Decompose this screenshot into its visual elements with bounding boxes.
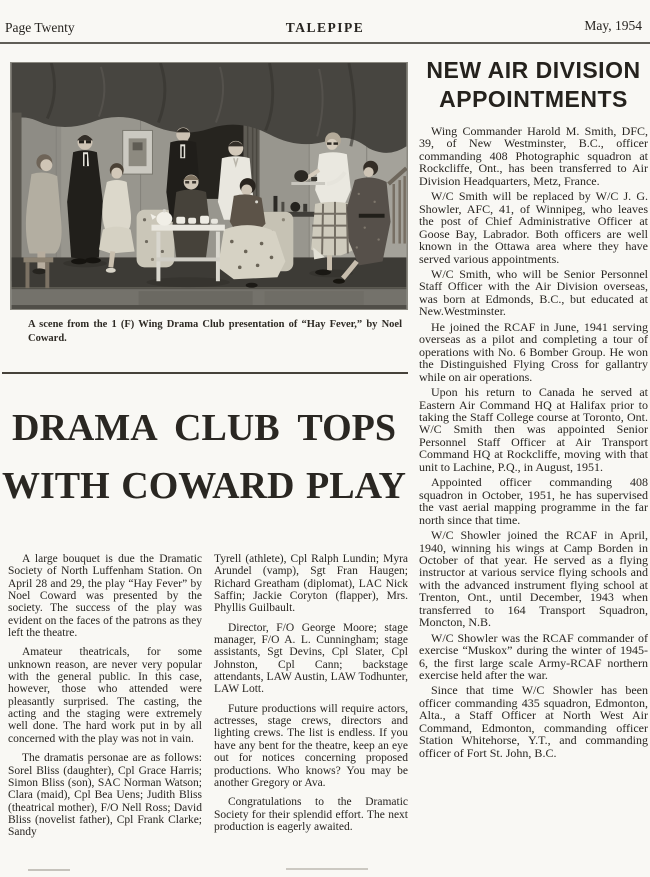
air-paragraph-1: Wing Commander Harold M. Smith, DFC, 39, of New Westminster, B.C., officer commanding 408 Photographic squadron at Rockcliffe, Ont., has been transferred to Air Division Headquarters, Metz, France. bbox=[419, 124, 648, 188]
air-title-line1: NEW AIR DIVISION bbox=[426, 57, 641, 83]
scan-artifact bbox=[28, 869, 70, 871]
tray-teapot bbox=[294, 170, 308, 182]
teapot bbox=[156, 212, 172, 226]
air-article-body bbox=[419, 125, 648, 759]
drama-headline-line1: DRAMA CLUB TOPS bbox=[12, 407, 396, 449]
scan-artifact bbox=[286, 868, 368, 870]
air-paragraph-3: W/C Smith, who will be Senior Personnel Staff Officer with the Air Division overseas, was born at Edmonds, B.C., but educated at New.Westminster. bbox=[419, 266, 648, 319]
drama-column-1 bbox=[8, 553, 202, 846]
page-number-label: Page Twenty bbox=[5, 20, 75, 35]
drama-article-body bbox=[8, 553, 408, 846]
drama-col1-paragraph-1: A large bouquet is due the Dramatic Society of North Luffenham Station. On April 28 and 29, the play “Hay Fever” by Noel Coward was presented by the society. The success of the play was evident on the faces of the patrons as they left the theatre. bbox=[8, 553, 202, 640]
drama-headline bbox=[2, 399, 406, 515]
drama-col2-paragraph-1: Tyrell (athlete), Cpl Ralph Lundin; Myra Arundel (vamp), Sgt Fran Haugen; Richard Greatham (diplomat), LAC Nick Saffin; Jackie Coryton (flapper), Mrs. Phyllis Guilbault. bbox=[214, 553, 408, 615]
drama-col2-paragraph-3: Future productions will require actors, actresses, stage crews, directors and lighting crews. The list is endless. If you have any bent for the theatre, keep an eye out for notices concerning proposed productions. Who knows? You may be another Gregory or Ava. bbox=[214, 702, 408, 789]
issue-date: May, 1954 bbox=[584, 18, 642, 33]
photo-caption: A scene from the 1 (F) Wing Drama Club presentation of “Hay Fever,” by Noel Coward. bbox=[28, 319, 402, 344]
air-title-line2: APPOINTMENTS bbox=[439, 86, 628, 112]
drama-column-2 bbox=[214, 553, 408, 846]
serving-tray bbox=[291, 182, 325, 185]
drama-headline-line2: WITH COWARD PLAY bbox=[2, 465, 406, 507]
air-paragraph-9: Since that time W/C Showler has been officer commanding 435 squadron, Edmonton, Alta., a Staff Officer at North West Air Command, Edmonton, commanding officer Station Whitehorse, Y.T., and commanding officer of Fort St. John, B.C. bbox=[419, 683, 648, 760]
section-rule bbox=[2, 372, 408, 374]
page-header bbox=[0, 17, 650, 39]
air-paragraph-2: W/C Smith will be replaced by W/C J. G. Showler, AFC, 41, of Winnipeg, who leaves the post of Chief Administrative Officer at Goose Bay, Labrador. Both officers are well known in the Ottawa area where they have served various appointments. bbox=[419, 189, 648, 266]
drama-club-photo bbox=[10, 62, 408, 310]
drama-col2-paragraph-4: Congratulations to the Dramatic Society for their splendid effort. The next production is eagerly awaited. bbox=[214, 796, 408, 833]
masthead-title: TALEPIPE bbox=[285, 20, 365, 35]
air-paragraph-7: W/C Showler joined the RCAF in April, 1940, winning his wings at Camp Borden in October of that year. He served as a flying instructor at various service flying schools and with the advanced instrument flying school at Trenton, Ont., until December, 1943 when transferred to 164 Transport Squadron, Moncton, N.B. bbox=[419, 528, 648, 630]
air-paragraph-8: W/C Showler was the RCAF commander of exercise “Muskox” during the winter of 1945-6, the first large scale Army-RCAF northern exercise held after the war. bbox=[419, 630, 648, 683]
drama-col2-paragraph-2: Director, F/O George Moore; stage manager, F/O A. L. Cunningham; stage assistants, Sgt Devins, Cpl Slater, Cpl Johnston, Cpl Cann; backstage attendants, LAW Austin, LAW Todhunter, LAW Lott. bbox=[214, 621, 408, 696]
air-paragraph-6: Appointed officer commanding 408 squadron in October, 1951, he has supervised the vast aerial mapping programme in the far north since that time. bbox=[419, 475, 648, 527]
air-paragraph-4: He joined the RCAF in June, 1941 serving overseas as a pilot and completing a tour of operations with No. 6 Bomber Group. He won the Distinguished Flying Cross for gallantry while on air operations. bbox=[419, 319, 648, 384]
drama-col1-paragraph-2: Amateur theatricals, for some unknown reason, are never very popular with the general public. In this case, however, those who attended were pleasantly surprised. The casting, the acting and the staging were extremely well done. The hard work put in by all concerned with the play was not in vain. bbox=[8, 646, 202, 745]
air-division-article bbox=[419, 56, 648, 762]
air-article-title bbox=[419, 56, 648, 114]
wall-picture bbox=[123, 130, 153, 174]
header-rule bbox=[0, 42, 650, 44]
air-paragraph-5: Upon his return to Canada he served at Eastern Air Command HQ at Halifax prior to taking the Staff College course at Toronto, Ont. W/C Smith then was appointed Senior Personnel Staff Officer at Air Transport Command HQ at Rockcliffe, moving with that unit to Lachine, P.Q., in August, 1951. bbox=[419, 385, 648, 474]
stage-scene-illustration bbox=[11, 63, 407, 309]
drama-col1-paragraph-3: The dramatis personae are as follows: Sorel Bliss (daughter), Cpl Grace Harris; Simon Bliss (son), SAC Norman Watson; Clara (maid), Cpl Bea Uens; Judith Bliss (theatrical mother), F/O Nell Ross; David Bliss (novelist father), Cpl Frank Clarke; Sandy bbox=[8, 752, 202, 839]
